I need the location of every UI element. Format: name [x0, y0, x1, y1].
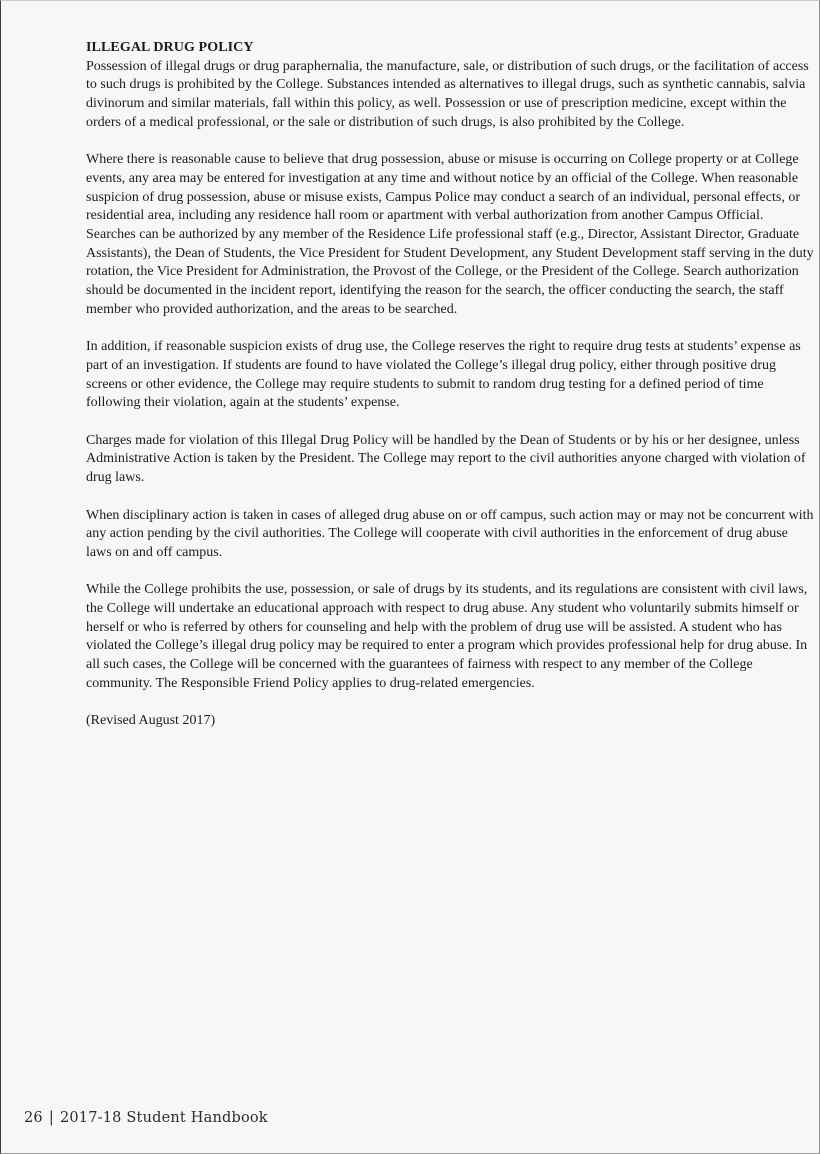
policy-paragraph: Possession of illegal drugs or drug paraphernalia, the manufacture, sale, or distribution of such drugs, or the facilitation of access to such drugs is prohibited by the College. Substances intended as alternatives to illegal drugs, such as synthetic cannabis, salvia divinorum and similar materials, fall within this policy, as well. Possession or use of prescription medicine, except within the orders of a medical professional, or the sale or distribution of such drugs, is also prohibited by the College.: [86, 58, 809, 130]
handbook-title: 2017-18 Student Handbook: [59, 1110, 268, 1126]
policy-heading: ILLEGAL DRUG POLICY: [86, 40, 254, 55]
policy-paragraph: When disciplinary action is taken in cases of alleged drug abuse on or off campus, such action may or may not be concurrent with any action pending by the civil authorities. The College will cooperate with civil authorities in the enforcement of drug abuse laws on and off campus.: [86, 507, 814, 560]
policy-paragraph: Charges made for violation of this Illegal Drug Policy will be handled by the Dean of Students or by his or her designee, unless Administrative Action is taken by the President. The College may report to the civil authorities anyone charged with violation of drug laws.: [86, 432, 806, 486]
revision-note: (Revised August 2017): [86, 713, 216, 729]
policy-paragraph: While the College prohibits the use, possession, or sale of drugs by its students, and its regulations are consistent with civil laws, the College will undertake an educational approach with respect to drug abuse. Any student who voluntarily submits himself or herself or who is referred by others for counseling and help with the problem of drug use will be assisted. A student who has violated the College’s illegal drug policy may be required to enter a program which provides professional help for drug abuse. In all such cases, the College will be concerned with the guarantees of fairness with respect to any member of the College community. The Responsible Friend Policy applies to drug-related emergencies.: [86, 582, 808, 691]
policy-paragraph: In addition, if reasonable suspicion exists of drug use, the College reserves the right to require drug tests at students’ expense as part of an investigation. If students are found to have violated the College’s illegal drug policy, either through positive drug screens or other evidence, the College may require students to submit to random drug testing for a defined period of time following their violation, again at the students’ expense.: [86, 339, 801, 411]
page-footer: [24, 1109, 268, 1127]
footer-separator: |: [48, 1110, 54, 1126]
policy-paragraph: Where there is reasonable cause to believe that drug possession, abuse or misuse is occurring on College property or at College events, any area may be entered for investigation at any time and without notice by an official of the College. When reasonable suspicion of drug possession, abuse or misuse exists, Campus Police may conduct a search of an individual, personal effects, or residential area, including any residence hall room or apartment with verbal authorization from another Campus Official. Searches can be authorized by any member of the Residence Life professional staff (e.g., Director, Assistant Director, Graduate Assistants), the Dean of Students, the Vice President for Student Development, any Student Development staff serving in the duty rotation, the Vice President for Administration, the Provost of the College, or the President of the College. Search authorization should be documented in the incident report, identifying the reason for the search, the officer conducting the search, the staff member who provided authorization, and the areas to be searched.: [86, 152, 814, 317]
policy-section: [86, 39, 814, 731]
page-number: 26: [24, 1110, 43, 1126]
